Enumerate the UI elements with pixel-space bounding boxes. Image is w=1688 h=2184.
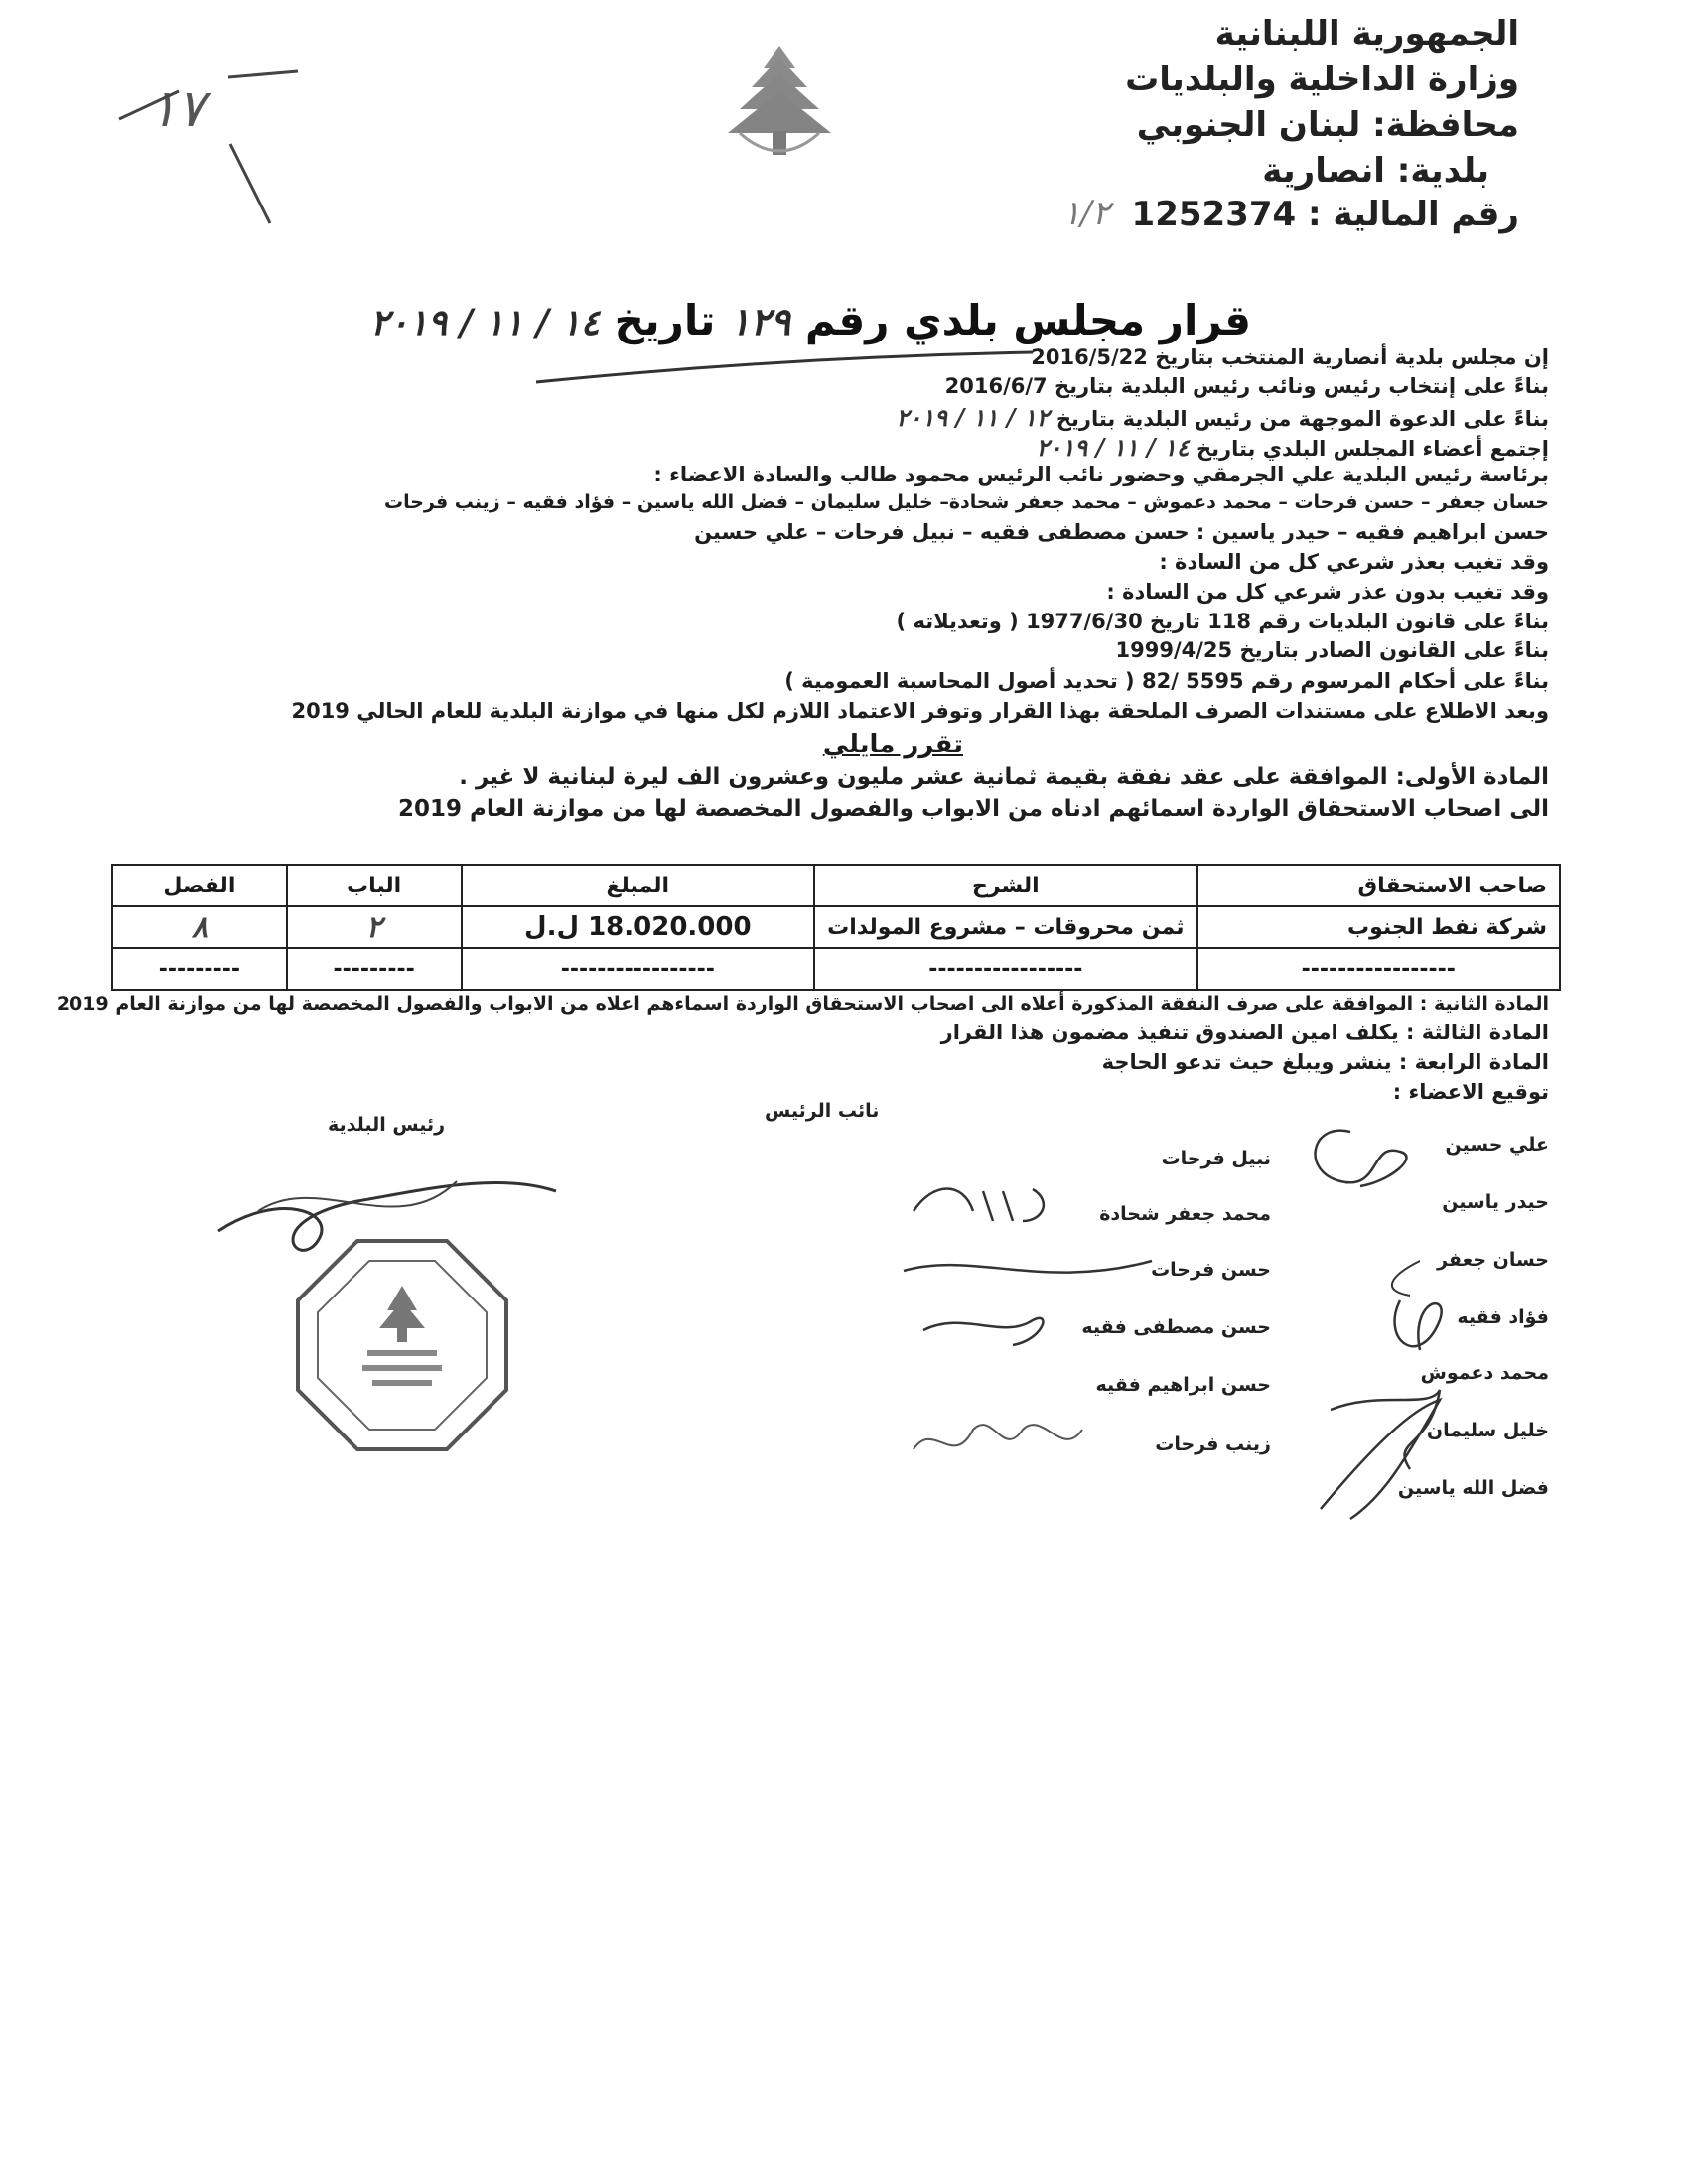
preamble-line-7: حسن ابراهيم فقيه – حيدر ياسين : حسن مصطفى فقيه – نبيل فرحات – علي حسين: [694, 520, 1549, 544]
cell-section: ٨: [112, 906, 287, 948]
cell-dashes: -----------------: [814, 948, 1196, 990]
preamble-line-12: بناءً على أحكام المرسوم رقم 5595 /82 ( تحديد أصول المحاسبة العمومية ): [784, 669, 1549, 693]
member-name: زينب فرحات: [1155, 1433, 1271, 1455]
th-chapter: الباب: [287, 865, 462, 906]
member-name: حسن فرحات: [1151, 1259, 1271, 1281]
preamble-line-9: وقد تغيب بدون عذر شرعي كل من السادة :: [1106, 580, 1549, 604]
member-name: نبيل فرحات: [1161, 1148, 1271, 1169]
preamble-line-1: إن مجلس بلدية أنصارية المنتخب بتاريخ 2016/5/22: [1031, 345, 1549, 369]
table-header-row: [112, 865, 1560, 906]
cell-description: ثمن محروقات – مشروع المولدات: [814, 906, 1196, 948]
member-name: فضل الله ياسين: [1397, 1477, 1549, 1499]
cell-dashes: ---------: [112, 948, 287, 990]
expense-table: [111, 864, 1561, 991]
cell-dashes: ---------: [287, 948, 462, 990]
th-amount: المبلغ: [462, 865, 815, 906]
member-name: حسن مصطفى فقيه: [1081, 1316, 1271, 1338]
preamble-line-8: وقد تغيب بعذر شرعي كل من السادة :: [1159, 550, 1549, 574]
article-third: المادة الثالثة : يكلف امين الصندوق تنفيذ مضمون هذا القرار: [940, 1021, 1549, 1044]
cell-dashes: -----------------: [462, 948, 815, 990]
cell-dashes: -----------------: [1197, 948, 1560, 990]
preamble-line-13: وبعد الاطلاع على مستندات الصرف الملحقة بهذا القرار وتوفر الاعتماد اللازم لكل منها في موازنة البلدية للعام الحالي 2019: [291, 699, 1549, 723]
article-first-line-2: الى اصحاب الاستحقاق الواردة اسمائهم ادناه من الابواب والفصول المخصصة لها من موازنة العام 2019: [397, 796, 1549, 822]
table-row: [112, 948, 1560, 990]
margin-pen-strokes: [0, 0, 397, 258]
article-first-line-1: المادة الأولى: الموافقة على عقد نفقة بقيمة ثمانية عشر مليون وعشرون الف ليرة لبنانية لا غير .: [459, 764, 1549, 790]
preamble-line-10: بناءً على قانون البلديات رقم 118 تاريخ 1977/6/30 ( وتعديلاته ): [896, 610, 1549, 633]
member-name: خليل سليمان: [1426, 1420, 1549, 1441]
decision-number-handwritten: ١٢٩: [729, 299, 791, 343]
signature-scribbles-right: [1291, 1112, 1489, 1529]
header-republic: الجمهورية اللبنانية: [1214, 14, 1519, 54]
header-municipality: بلدية: انصارية: [1262, 151, 1489, 191]
decision-title: [370, 296, 1251, 344]
margin-number-handwritten: ١٧: [149, 79, 205, 139]
member-name: محمد جعفر شحادة: [1099, 1203, 1271, 1225]
table-row: [112, 906, 1560, 948]
th-description: الشرح: [814, 865, 1196, 906]
president-label: رئيس البلدية: [328, 1114, 446, 1136]
th-beneficiary: صاحب الاستحقاق: [1197, 865, 1560, 906]
preamble-line-11: بناءً على القانون الصادر بتاريخ 1999/4/25: [1115, 638, 1549, 662]
th-section: الفصل: [112, 865, 287, 906]
lebanese-cedar-emblem: [720, 42, 839, 171]
header-governorate: محافظة: لبنان الجنوبي: [1136, 105, 1519, 145]
cell-chapter: ٢: [287, 906, 462, 948]
member-name: حسان جعفر: [1437, 1249, 1549, 1271]
signature-scribbles-left: [894, 1171, 1211, 1489]
article-fourth: المادة الرابعة : ينشر ويبلغ حيث تدعو الحاجة: [1101, 1050, 1549, 1074]
header-fiscal-number: رقم المالية : 1252374: [1131, 195, 1519, 234]
member-name: محمد دعموش: [1420, 1362, 1549, 1384]
preamble-line-4: إجتمع أعضاء المجلس البلدي بتاريخ ١٤ / ١١ / ٢٠١٩: [1036, 433, 1549, 462]
member-name: فؤاد فقيه: [1457, 1306, 1549, 1328]
preamble-line-6: حسان جعفر – حسن فرحات – محمد دعموش – محمد جعفر شحادة– خليل سليمان – فضل الله ياسين – فؤاد فقيه – زينب فرحات: [384, 491, 1549, 513]
member-name: حسن ابراهيم فقيه: [1095, 1374, 1271, 1396]
preamble-line-2: بناءً على إنتخاب رئيس ونائب رئيس البلدية بتاريخ 2016/6/7: [944, 374, 1549, 398]
invitation-date-handwritten: ١٢ / ١١ / ٢٠١٩: [896, 403, 1050, 432]
preamble-line-5: برئاسة رئيس البلدية علي الجرمقي وحضور نائب الرئيس محمود طالب والسادة الاعضاء :: [653, 463, 1549, 486]
article-second: المادة الثانية : الموافقة على صرف النفقة المذكورة أعلاه الى اصحاب الاستحقاق الواردة اسماءهم اعلاه من الابواب والفصول المخصصة لها من موازنة العام 2019: [56, 993, 1549, 1015]
members-signature-label: توقيع الاعضاء :: [1392, 1080, 1549, 1104]
cell-beneficiary: شركة نفط الجنوب: [1197, 906, 1560, 948]
decision-date-handwritten: ١٤ / ١١ / ٢٠١٩: [369, 302, 600, 343]
preamble-line-3: بناءً على الدعوة الموجهة من رئيس البلدية بتاريخ ١٢ / ١١ / ٢٠١٩: [896, 403, 1549, 432]
decides-heading: تقرر مايلي: [822, 730, 963, 759]
meeting-date-handwritten: ١٤ / ١١ / ٢٠١٩: [1036, 433, 1190, 462]
member-name: حيدر ياسين: [1442, 1191, 1549, 1213]
member-name: علي حسين: [1445, 1134, 1549, 1156]
header-ministry: وزارة الداخلية والبلديات: [1125, 60, 1519, 99]
vice-president-label: نائب الرئيس: [765, 1100, 880, 1122]
margin-small-mark: ١/٢: [1062, 194, 1110, 233]
decision-date-label: تاريخ: [614, 296, 716, 344]
cell-amount: 18.020.000 ل.ل: [462, 906, 815, 948]
president-signature-and-seal: [199, 1152, 596, 1549]
decision-title-label: قرار مجلس بلدي رقم: [804, 296, 1251, 344]
